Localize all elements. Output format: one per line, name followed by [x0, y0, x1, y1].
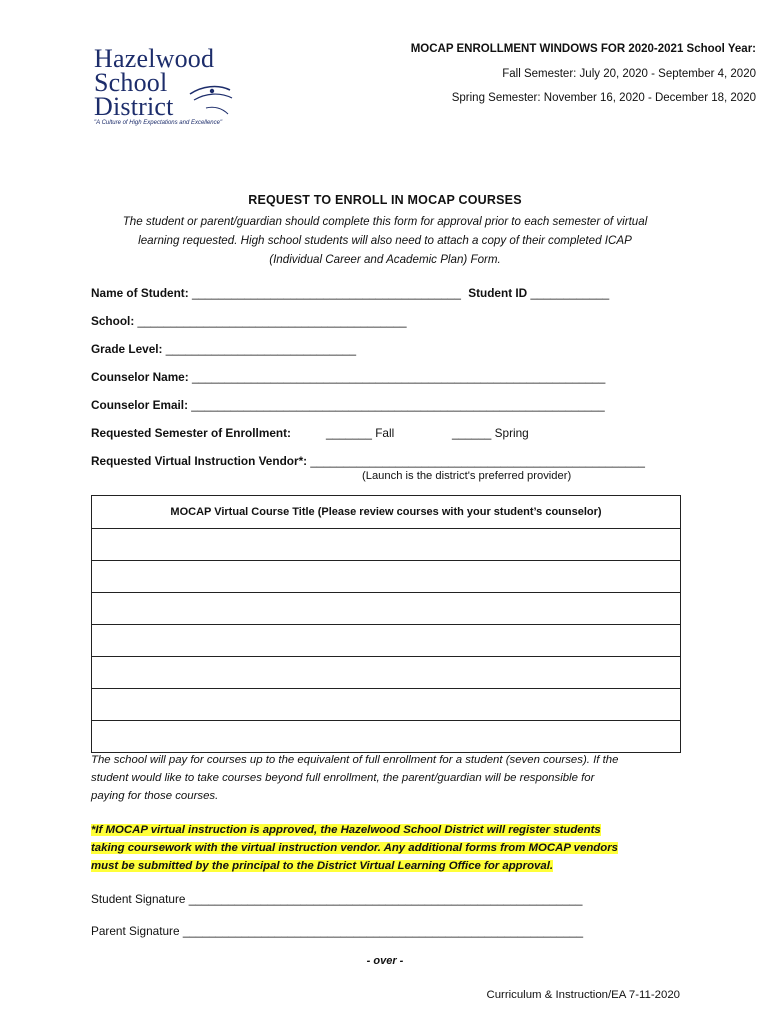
student-signature-row [91, 892, 582, 906]
spring-option-field[interactable]: ______ Spring [452, 426, 529, 440]
parent-signature-label: Parent Signature [91, 924, 180, 938]
course-row-1[interactable] [92, 529, 681, 561]
grade-label: Grade Level: [91, 342, 163, 356]
counselor-email-label: Counselor Email: [91, 398, 189, 412]
logo-line-3: District [94, 92, 174, 121]
vendor-label: Requested Virtual Instruction Vendor*: [91, 454, 308, 468]
payment-note-line-2: student would like to take courses beyond full enrollment, the parent/guardian will be responsible for [91, 772, 595, 784]
counselor-name-row [91, 370, 605, 384]
form-intro [90, 212, 680, 269]
student-id-field[interactable]: ____________ [530, 286, 610, 300]
course-table-header: MOCAP Virtual Course Title (Please review courses with your student’s counselor) [92, 496, 681, 529]
logo-swoosh-icon [188, 74, 234, 120]
course-row-7[interactable] [92, 721, 681, 753]
grade-field[interactable]: _____________________________ [165, 342, 357, 356]
footer-code: Curriculum & Instruction/EA 7-11-2020 [486, 989, 680, 1001]
student-name-field[interactable]: _________________________________________ [191, 286, 461, 300]
counselor-email-field[interactable]: _______________________________________________________________ [191, 398, 605, 412]
course-row-6[interactable] [92, 689, 681, 721]
payment-note-line-1: The school will pay for courses up to the equivalent of full enrollment for a student (seven courses). If the [91, 754, 619, 766]
over-label: - over - [366, 955, 404, 967]
logo-tagline: "A Culture of High Expectations and Excellence" [94, 120, 223, 126]
intro-line-3: (Individual Career and Academic Plan) Form. [269, 253, 501, 266]
school-label: School: [91, 314, 135, 328]
course-row-2[interactable] [92, 561, 681, 593]
vendor-row [91, 454, 645, 468]
student-signature-label: Student Signature [91, 892, 186, 906]
logo-line-2: School [94, 68, 168, 97]
parent-signature-row [91, 924, 583, 938]
vendor-field[interactable]: ___________________________________________________ [310, 454, 645, 468]
student-signature-field[interactable]: ____________________________________________________________ [188, 892, 583, 906]
grade-row [91, 342, 356, 356]
vendor-note: (Launch is the district's preferred provider) [362, 470, 572, 482]
student-name-row [91, 286, 609, 300]
course-row-5[interactable] [92, 657, 681, 689]
student-name-label: Name of Student: [91, 286, 189, 300]
semester-label: Requested Semester of Enrollment: [91, 426, 291, 440]
intro-line-2: learning requested. High school students will also need to attach a copy of their completed ICAP [138, 234, 632, 247]
approval-note-line-2: taking coursework with the virtual instruction vendor. Any additional forms from MOCAP vendors [91, 842, 618, 854]
enrollment-windows-title: MOCAP ENROLLMENT WINDOWS FOR 2020-2021 School Year: [410, 43, 756, 55]
school-row [91, 314, 407, 328]
spring-semester-window: Spring Semester: November 16, 2020 - December 18, 2020 [451, 92, 756, 104]
counselor-email-row [91, 398, 605, 412]
approval-note-line-1: *If MOCAP virtual instruction is approved, the Hazelwood School District will register students [91, 824, 601, 836]
course-row-3[interactable] [92, 593, 681, 625]
fall-semester-window: Fall Semester: July 20, 2020 - September 4, 2020 [502, 68, 756, 80]
logo-line-1: Hazelwood [94, 44, 215, 73]
form-title: REQUEST TO ENROLL IN MOCAP COURSES [248, 193, 522, 207]
approval-note-line-3: must be submitted by the principal to the District Virtual Learning Office for approval. [91, 860, 554, 872]
student-id-label: Student ID [468, 286, 528, 300]
course-table [91, 495, 681, 753]
payment-note-line-3: paying for those courses. [91, 790, 219, 802]
fall-option-field[interactable]: _______ Fall [326, 426, 395, 440]
payment-note [91, 751, 687, 805]
intro-line-1: The student or parent/guardian should complete this form for approval prior to each semester of virtual [122, 215, 648, 228]
school-field[interactable]: _________________________________________ [137, 314, 407, 328]
counselor-name-label: Counselor Name: [91, 370, 189, 384]
district-logo [92, 44, 242, 134]
parent-signature-field[interactable]: _____________________________________________________________ [182, 924, 584, 938]
counselor-name-field[interactable]: _______________________________________________________________ [191, 370, 606, 384]
approval-note [91, 821, 691, 875]
course-row-4[interactable] [92, 625, 681, 657]
